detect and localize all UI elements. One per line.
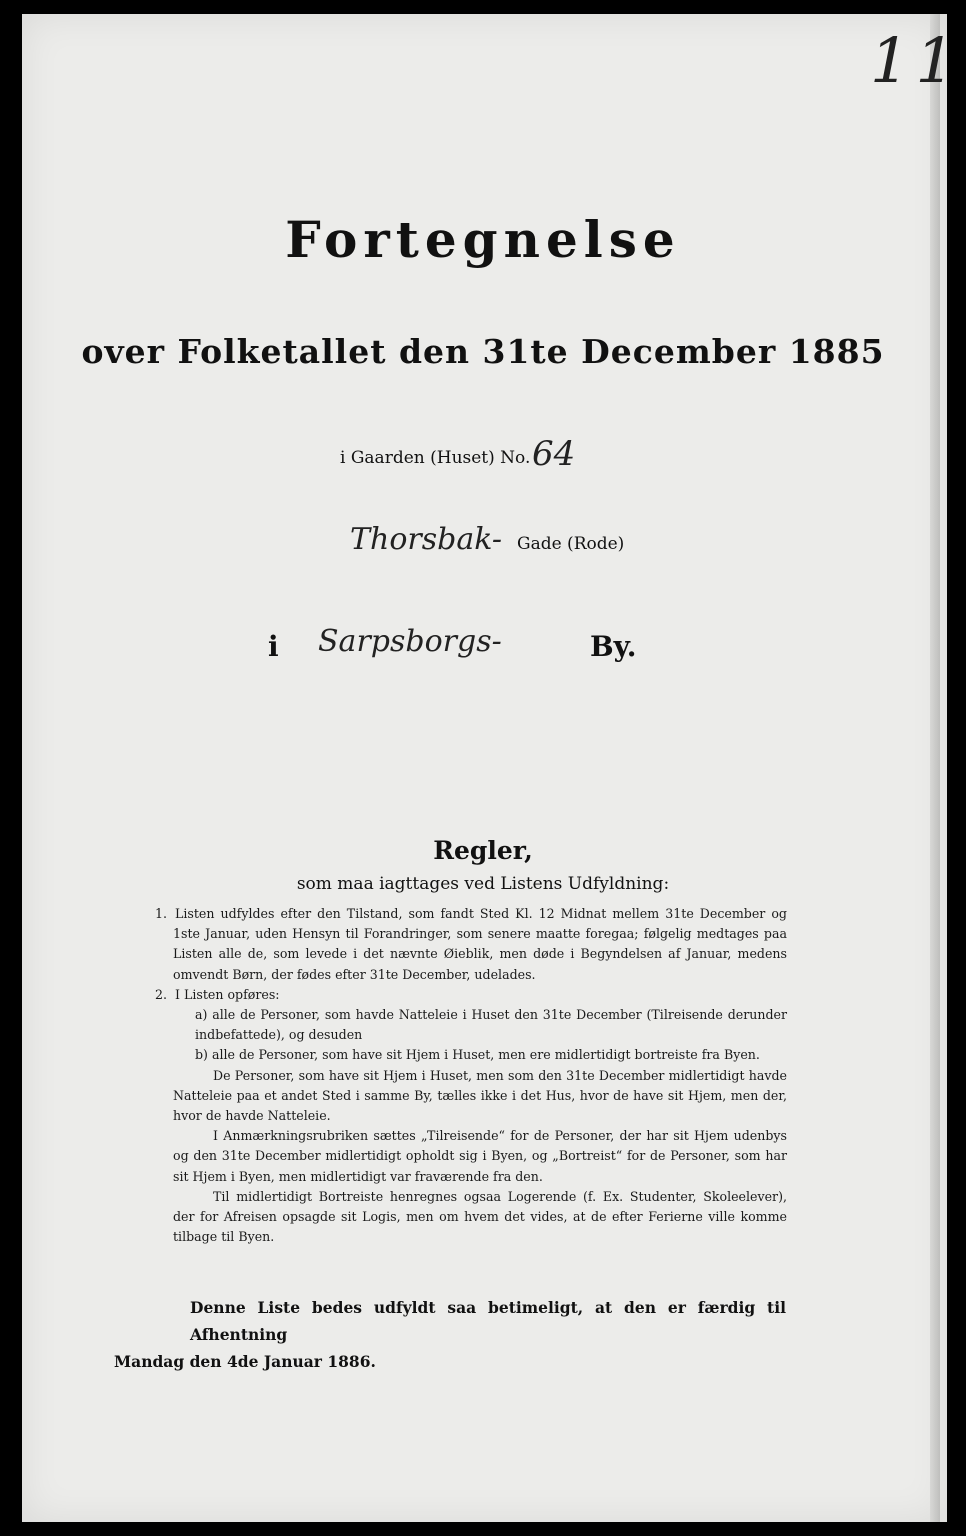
town-suffix: By.	[590, 630, 637, 663]
document-subtitle: over Folketallet den 31te December 1885	[81, 332, 885, 371]
rules-heading: Regler,	[433, 836, 533, 865]
house-number-label: i Gaarden (Huset) No.	[340, 448, 531, 468]
rule-number: 2.	[155, 986, 168, 1002]
footer-line-2: Mandag den 4de Januar 1886.	[114, 1352, 376, 1371]
rules-subheading: som maa iagttages ved Listens Udfyldning:	[296, 874, 670, 894]
rule-item-2a: a) alle de Personer, som havde Natteleie i Huset den 31te December (Tilreisende derunder indbefattede), og desuden	[195, 1007, 787, 1043]
town-value: Sarpsborgs-	[318, 624, 502, 659]
house-number-line	[0, 434, 966, 480]
rule-text: Listen udfyldes efter den Tilstand, som fandt Sted Kl. 12 Midnat mellem 31te December og 1ste Januar, uden Hensyn til Forandringer, som senere maatte foregaa; følgelig medtages paa Listen alle de, som levede i det nævnte Øieblik, men døde i Begyndelsen af Januar, medens omvendt Børn, der fødes efter 31te December, udelades.	[173, 906, 787, 982]
footer-line-1: Denne Liste bedes udfyldt saa betimeligt, at den er færdig til Afhentning	[190, 1298, 786, 1344]
folio-number: 11	[870, 24, 961, 97]
rule-paragraph: Til midlertidigt Bortreiste henregnes ogsaa Logerende (f. Ex. Studenter, Skoleelever), der for Afreisen opsagde sit Logis, men om hvem det vides, at de efter Ferierne ville komme tilbage til Byen.	[173, 1188, 787, 1245]
rule-item-2	[155, 985, 787, 1005]
town-prefix: i	[268, 630, 279, 663]
rule-number: 1.	[155, 906, 168, 921]
rule-paragraph: I Anmærkningsrubriken sættes „Tilreisende“ for de Personer, der har sit Hjem udenbys og den 31te December midlertidigt opholdt sig i Byen, og „Bortreist“ for de Personer, som har sit Hjem i Byen, men midlertidigt var fraværende fra den.	[173, 1128, 787, 1184]
street-label: Gade (Rode)	[517, 534, 625, 554]
document-title: Fortegnelse	[285, 210, 681, 269]
rule-paragraph: De Personer, som have sit Hjem i Huset, men som den 31te December midlertidigt havde Natteleie paa et andet Sted i samme By, tælles ikke i det Hus, hvor de have sit Hjem, men der, hvor de havde Natteleie.	[173, 1067, 787, 1124]
street-line	[0, 522, 966, 562]
rule-text: I Listen opføres:	[175, 986, 280, 1002]
house-number-value: 64	[532, 434, 576, 474]
footer-notice	[114, 1294, 786, 1375]
street-value: Thorsbak-	[350, 522, 503, 557]
rules-body	[155, 904, 787, 1247]
town-line	[0, 624, 966, 674]
rule-item-1	[155, 904, 787, 985]
rule-item-2b: b) alle de Personer, som have sit Hjem i Huset, men ere midlertidigt bortreiste fra Byen.	[195, 1047, 760, 1063]
